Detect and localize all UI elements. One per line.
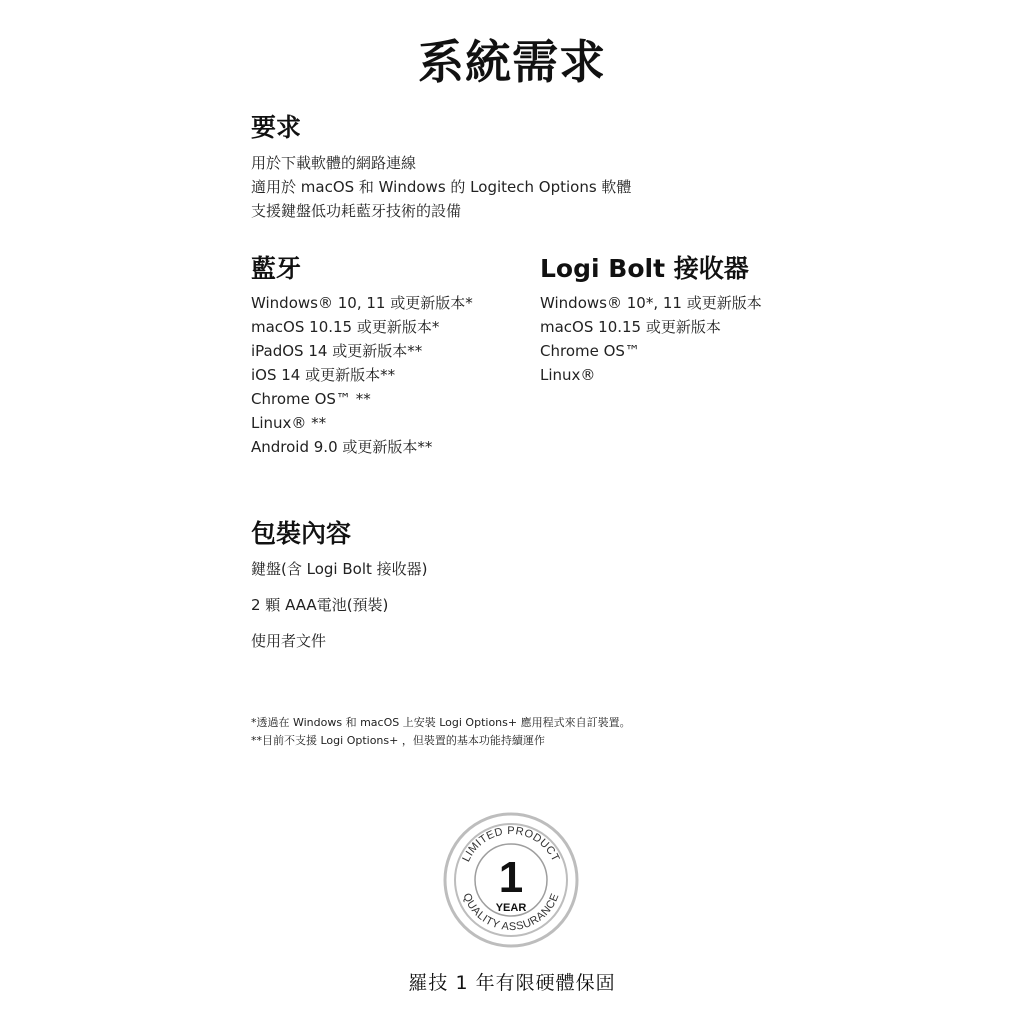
page-title: 系統需求 [418, 35, 606, 89]
list-item: 2 顆 AAA電池(預裝) [251, 596, 389, 614]
footnotes [251, 714, 631, 750]
list-item: Windows® 10*, 11 或更新版本 [540, 294, 762, 312]
list-item: Android 9.0 或更新版本** [251, 438, 433, 456]
requirements-heading: 要求 [251, 113, 302, 142]
footnote: *透過在 Windows 和 macOS 上安裝 Logi Options+ 應用程式來自訂裝置。 [251, 716, 631, 729]
bolt-list [540, 291, 762, 387]
footnote: **目前不支援 Logi Options+ ，但裝置的基本功能持續運作 [251, 734, 545, 747]
bluetooth-list [251, 291, 473, 459]
list-item: macOS 10.15 或更新版本* [251, 318, 440, 336]
list-item: 支援鍵盤低功耗藍牙技術的設備 [251, 202, 462, 220]
list-item: iOS 14 或更新版本** [251, 366, 396, 384]
package-heading: 包裝內容 [251, 519, 352, 548]
list-item: iPadOS 14 或更新版本** [251, 342, 423, 360]
list-item: Linux® ** [251, 414, 327, 432]
list-item: 鍵盤(含 Logi Bolt 接收器) [251, 560, 428, 578]
list-item: Chrome OS™ [540, 342, 640, 360]
bluetooth-heading: 藍牙 [251, 254, 302, 283]
badge-top-text: LIMITED PRODUCT [460, 824, 562, 864]
package-list [251, 557, 428, 665]
warranty-badge-icon [441, 810, 581, 950]
list-item: Chrome OS™ ** [251, 390, 371, 408]
list-item: 用於下載軟體的網路連線 [251, 154, 417, 172]
list-item: macOS 10.15 或更新版本 [540, 318, 721, 336]
badge-number: 1 [498, 853, 524, 902]
list-item: Linux® [540, 366, 596, 384]
bolt-heading: Logi Bolt 接收器 [540, 254, 749, 283]
list-item: Windows® 10, 11 或更新版本* [251, 294, 473, 312]
list-item: 適用於 macOS 和 Windows 的 Logitech Options 軟體 [251, 178, 632, 196]
requirements-list [251, 151, 631, 223]
warranty-footer: 羅技 1 年有限硬體保固 [408, 972, 616, 994]
list-item: 使用者文件 [251, 632, 327, 650]
badge-bottom-text: QUALITY ASSURANCE [460, 891, 562, 934]
badge-unit: YEAR [495, 902, 527, 914]
